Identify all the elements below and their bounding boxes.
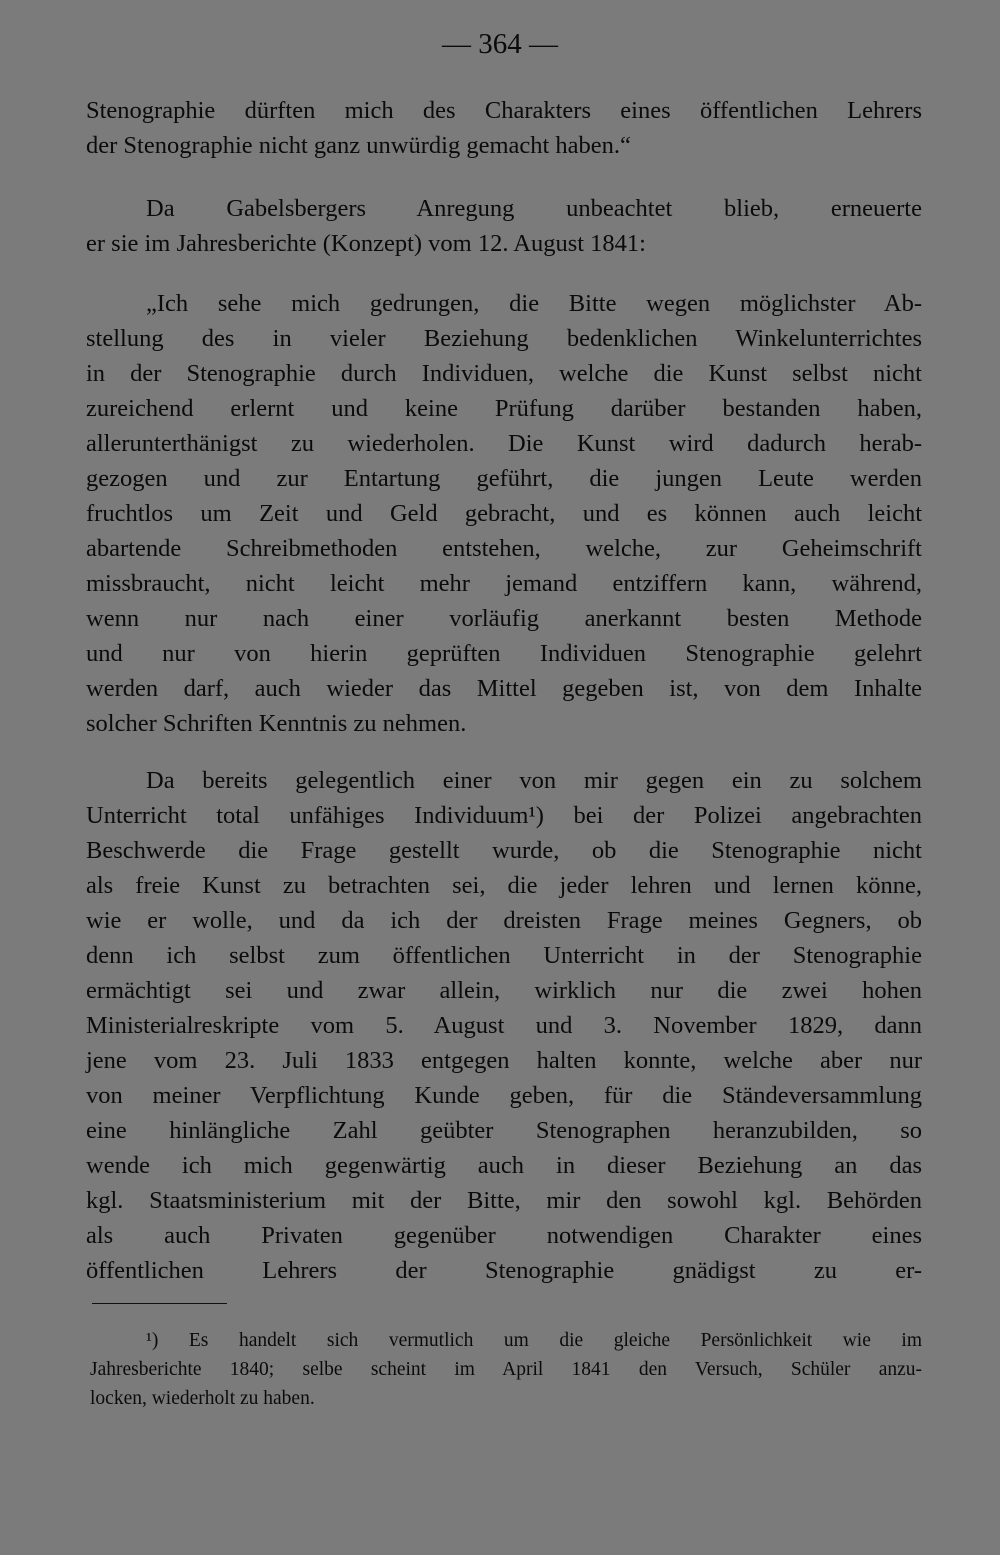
footnote-line: ¹) Es handelt sich vermutlich um die gleiche Persönlichkeit wie im <box>146 1330 922 1351</box>
text-line: missbraucht, nicht leicht mehr jemand entziffern kann, während, <box>86 570 922 597</box>
text-line: Da bereits gelegentlich einer von mir gegen ein zu solchem <box>146 767 922 794</box>
text-line: Stenographie dürften mich des Charakters eines öffentlichen Lehrers <box>86 97 922 124</box>
text-line: in der Stenographie durch Individuen, welche die Kunst selbst nicht <box>86 360 922 387</box>
footnote-line: locken, wiederholt zu haben. <box>90 1388 315 1409</box>
text-line: wende ich mich gegenwärtig auch in dieser Beziehung an das <box>86 1152 922 1179</box>
text-line: abartende Schreibmethoden entstehen, welche, zur Geheimschrift <box>86 535 922 562</box>
text-line: allerunterthänigst zu wiederholen. Die Kunst wird dadurch herab- <box>86 430 922 457</box>
text-line: wenn nur nach einer vorläufig anerkannt besten Methode <box>86 605 922 632</box>
text-line: denn ich selbst zum öffentlichen Unterricht in der Stenographie <box>86 942 922 969</box>
text-line: wie er wolle, und da ich der dreisten Frage meines Gegners, ob <box>86 907 922 934</box>
text-line: solcher Schriften Kenntnis zu nehmen. <box>86 710 467 737</box>
text-line: zureichend erlernt und keine Prüfung darüber bestanden haben, <box>86 395 922 422</box>
text-line: ermächtigt sei und zwar allein, wirklich nur die zwei hohen <box>86 977 922 1004</box>
page-number: — 364 — <box>442 28 558 60</box>
text-line: jene vom 23. Juli 1833 entgegen halten konnte, welche aber nur <box>86 1047 922 1074</box>
text-line: als freie Kunst zu betrachten sei, die jeder lehren und lernen könne, <box>86 872 922 899</box>
text-line: der Stenographie nicht ganz unwürdig gemacht haben.“ <box>86 132 631 159</box>
text-line: öffentlichen Lehrers der Stenographie gnädigst zu er- <box>86 1257 922 1284</box>
text-line: Unterricht total unfähiges Individuum¹) bei der Polizei angebrachten <box>86 802 922 829</box>
text-line: Ministerialreskripte vom 5. August und 3. November 1829, dann <box>86 1012 922 1039</box>
text-line: Da Gabelsbergers Anregung unbeachtet blieb, erneuerte <box>146 195 922 222</box>
footnote-separator <box>92 1303 227 1304</box>
text-line: werden darf, auch wieder das Mittel gegeben ist, von dem Inhalte <box>86 675 922 702</box>
text-line: fruchtlos um Zeit und Geld gebracht, und es können auch leicht <box>86 500 922 527</box>
text-line: er sie im Jahresberichte (Konzept) vom 12. August 1841: <box>86 230 646 257</box>
text-line: kgl. Staatsministerium mit der Bitte, mir den sowohl kgl. Behörden <box>86 1187 922 1214</box>
text-line: stellung des in vieler Beziehung bedenklichen Winkelunterrichtes <box>86 325 922 352</box>
text-line: Beschwerde die Frage gestellt wurde, ob die Stenographie nicht <box>86 837 922 864</box>
text-line: eine hinlängliche Zahl geübter Stenographen heranzubilden, so <box>86 1117 922 1144</box>
text-line: „Ich sehe mich gedrungen, die Bitte wegen möglichster Ab- <box>146 290 922 317</box>
text-line: gezogen und zur Entartung geführt, die jungen Leute werden <box>86 465 922 492</box>
text-line: von meiner Verpflichtung Kunde geben, für die Ständeversammlung <box>86 1082 922 1109</box>
text-line: als auch Privaten gegenüber notwendigen Charakter eines <box>86 1222 922 1249</box>
footnote-line: Jahresberichte 1840; selbe scheint im April 1841 den Versuch, Schüler anzu- <box>90 1359 922 1380</box>
text-line: und nur von hierin geprüften Individuen Stenographie gelehrt <box>86 640 922 667</box>
